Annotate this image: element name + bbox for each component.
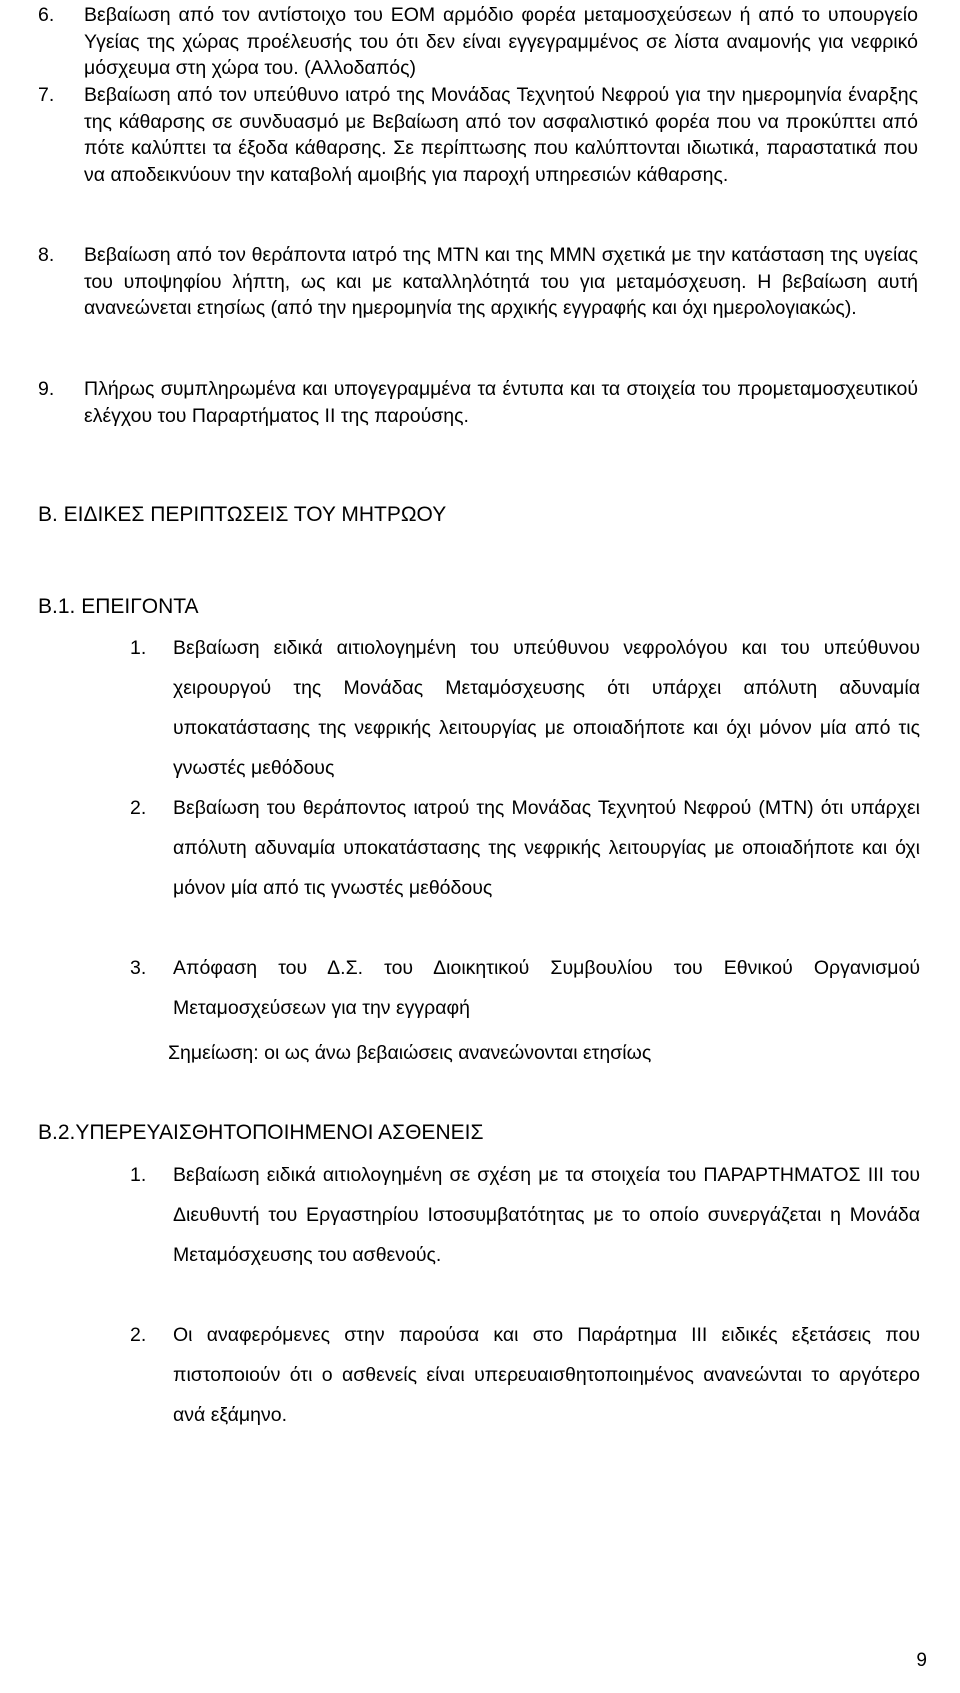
list-item — [38, 242, 918, 322]
item-number: 6. — [38, 4, 55, 26]
item-number: 3. — [130, 957, 147, 979]
page-number: 9 — [916, 1650, 927, 1671]
item-number: 9. — [38, 378, 55, 400]
list-item — [130, 788, 920, 908]
item-number: 1. — [130, 637, 147, 659]
list-item — [130, 1155, 920, 1275]
section-heading: Β. ΕΙΔΙΚΕΣ ΠΕΡΙΠΤΩΣΕΙΣ ΤΟΥ ΜΗΤΡΩΟΥ — [38, 503, 447, 526]
item-text: Βεβαίωση ειδικά αιτιολογημένη του υπεύθυνου νεφρολόγου και του υπεύθυνου χειρουργού της Μονάδας Μεταμόσχευσης ότι υπάρχει απόλυτη αδυναμία υποκατάστασης της νεφρικής λειτουργίας με οποιαδήποτε και όχι μόνον μία από τις γνωστές μεθόδους — [173, 637, 920, 779]
list-item — [38, 376, 918, 429]
list-item — [38, 2, 918, 82]
item-text: Βεβαίωση από τον υπεύθυνο ιατρό της Μονάδας Τεχνητού Νεφρού για την ημερομηνία έναρξης της κάθαρσης σε συνδυασμό με Βεβαίωση από τον ασφαλιστικό φορέα που να προκύπτει από πότε καλύπτει τα έξοδα κάθαρσης. Σε περίπτωσης που καλύπτονται ιδιωτικά, παραστατικά που να αποδεικνύουν την καταβολή αμοιβής για παροχή υπηρεσιών κάθαρσης. — [84, 84, 918, 186]
note-text: Σημείωση: οι ως άνω βεβαιώσεις ανανεώνονται ετησίως — [168, 1042, 652, 1064]
list-item — [130, 628, 920, 788]
item-text: Πλήρως συμπληρωμένα και υπογεγραμμένα τα έντυπα και τα στοιχεία του προμεταμοσχευτικού ελέγχου του Παραρτήματος ΙΙ της παρούσης. — [84, 378, 918, 427]
subsection-heading: Β.1. ΕΠΕΙΓΟΝΤΑ — [38, 595, 199, 618]
item-number: 2. — [130, 1324, 147, 1346]
list-item — [38, 82, 918, 188]
item-number: 1. — [130, 1164, 147, 1186]
item-number: 8. — [38, 244, 55, 266]
item-text: Οι αναφερόμενες στην παρούσα και στο Παράρτημα ΙΙΙ ειδικές εξετάσεις που πιστοποιούν ότι ο ασθενείς είναι υπερευαισθητοποιημένος ανανεώνται το αργότερο ανά εξάμηνο. — [173, 1324, 920, 1426]
item-text: Βεβαίωση ειδικά αιτιολογημένη σε σχέση με τα στοιχεία του ΠΑΡΑΡΤΗΜΑΤΟΣ ΙΙΙ του Διευθυντή του Εργαστηρίου Ιστοσυμβατότητας με το οποίο συνεργάζεται η Μονάδα Μεταμόσχευσης του ασθενούς. — [173, 1164, 920, 1266]
item-text: Απόφαση του Δ.Σ. του Διοικητικού Συμβουλίου του Εθνικού Οργανισμού Μεταμοσχεύσεων για την εγγραφή — [173, 957, 920, 1019]
subsection-heading: Β.2.ΥΠΕΡΕΥΑΙΣΘΗΤΟΠΟΙΗΜΕΝΟΙ ΑΣΘΕΝΕΙΣ — [38, 1121, 484, 1144]
item-number: 7. — [38, 84, 55, 106]
item-number: 2. — [130, 797, 147, 819]
list-item — [130, 948, 920, 1028]
item-text: Βεβαίωση από τον αντίστοιχο του ΕΟΜ αρμόδιο φορέα μεταμοσχεύσεων ή από το υπουργείο Υγείας της χώρας προέλευσής του ότι δεν είναι εγγεγραμμένος σε λίστα αναμονής για νεφρικό μόσχευμα στη χώρα του. (Αλλοδαπός) — [84, 4, 918, 80]
item-text: Βεβαίωση του θεράποντος ιατρού της Μονάδας Τεχνητού Νεφρού (ΜΤΝ) ότι υπάρχει απόλυτη αδυναμία υποκατάστασης της νεφρικής λειτουργίας με οποιαδήποτε και όχι μόνον μία από τις γνωστές μεθόδους — [173, 797, 920, 899]
item-text: Βεβαίωση από τον θεράποντα ιατρό της ΜΤΝ και της ΜΜΝ σχετικά με την κατάσταση της υγείας του υποψηφίου λήπτη, ως και με καταλληλότητά του για μεταμόσχευση. Η βεβαίωση αυτή ανανεώνεται ετησίως (από την ημερομηνία της αρχικής εγγραφής και όχι ημερολογιακώς). — [84, 244, 918, 320]
list-item — [130, 1315, 920, 1435]
